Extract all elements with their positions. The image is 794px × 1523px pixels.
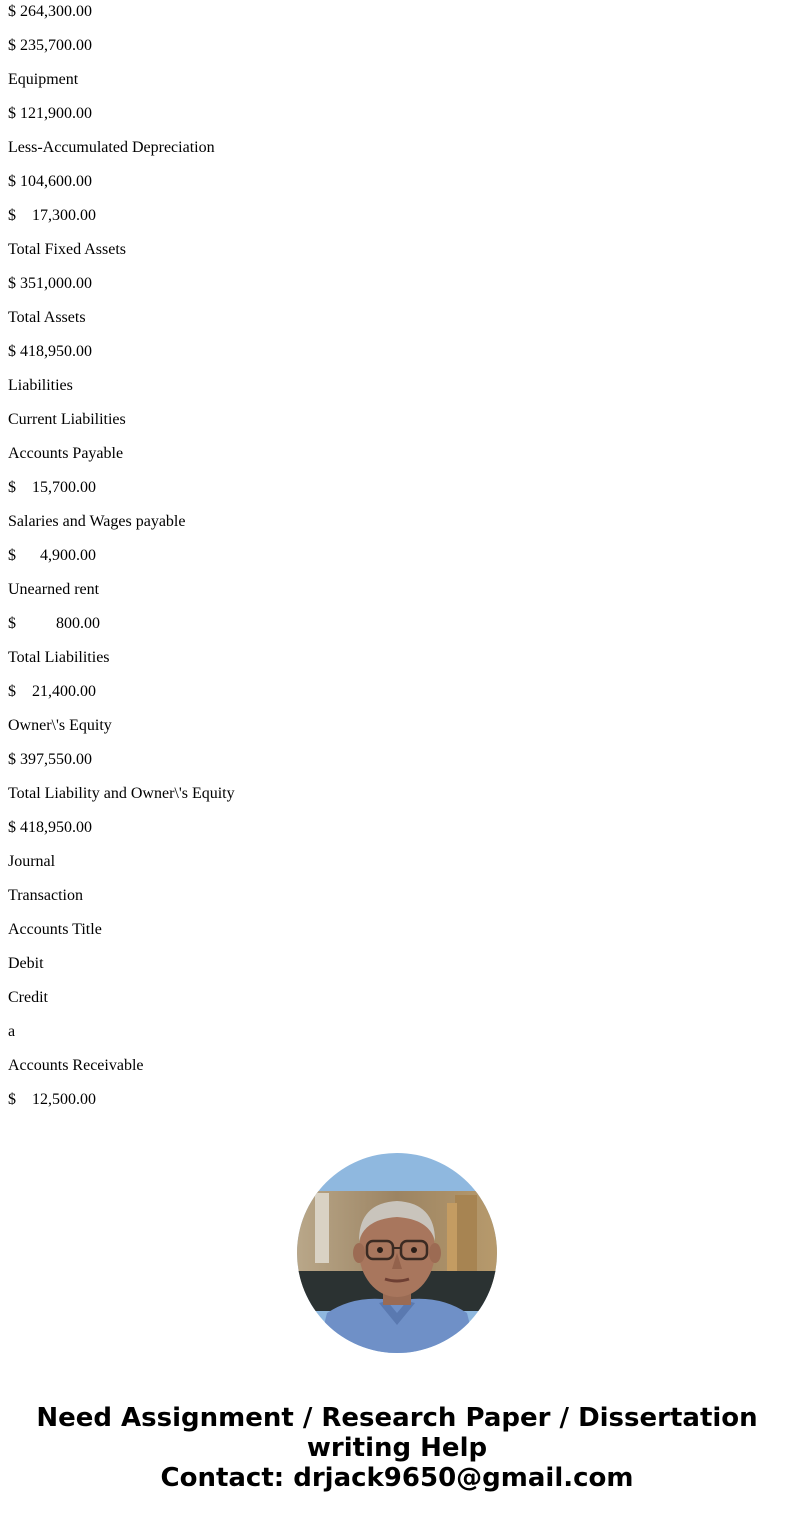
text-line: Total Assets	[8, 309, 86, 326]
text-line: Accounts Payable	[8, 445, 124, 462]
text-line: $ 418,950.00	[8, 819, 92, 836]
text-line: Unearned rent	[8, 581, 100, 598]
text-line: Transaction	[8, 887, 83, 904]
text-line: a	[8, 1023, 16, 1040]
footer-subheadline: writing Help	[306, 1433, 488, 1463]
text-line: $ 15,700.00	[8, 479, 96, 496]
text-line: Debit	[8, 955, 44, 972]
footer-contact: Contact: drjack9650@gmail.com	[160, 1463, 634, 1493]
text-line: $ 17,300.00	[8, 207, 96, 224]
text-line: Owner\'s Equity	[8, 717, 112, 734]
text-line: Accounts Receivable	[8, 1057, 144, 1074]
text-line: Total Liability and Owner\'s Equity	[8, 785, 235, 802]
text-line: $ 104,600.00	[8, 173, 92, 190]
text-line: Total Fixed Assets	[8, 241, 126, 258]
text-line: Total Liabilities	[8, 649, 110, 666]
avatar	[297, 1153, 497, 1353]
text-line: Accounts Title	[8, 921, 102, 938]
text-line: Equipment	[8, 71, 79, 88]
text-line: $ 121,900.00	[8, 105, 92, 122]
text-line: Liabilities	[8, 377, 73, 394]
text-line: $ 418,950.00	[8, 343, 92, 360]
text-line: $ 264,300.00	[8, 3, 92, 20]
text-line: $ 800.00	[8, 615, 100, 632]
text-line: Journal	[8, 853, 56, 870]
document-body	[8, 0, 788, 1122]
footer-headline: Need Assignment / Research Paper / Dissertation	[36, 1403, 758, 1433]
contact-banner	[0, 1403, 794, 1493]
text-line: $ 12,500.00	[8, 1091, 96, 1108]
text-line: $ 21,400.00	[8, 683, 96, 700]
text-line: Current Liabilities	[8, 411, 126, 428]
text-line: $ 351,000.00	[8, 275, 92, 292]
text-line: $ 235,700.00	[8, 37, 92, 54]
author-photo	[297, 1153, 497, 1353]
text-line: $ 397,550.00	[8, 751, 92, 768]
text-line: Credit	[8, 989, 48, 1006]
text-line: $ 4,900.00	[8, 547, 96, 564]
text-line: Salaries and Wages payable	[8, 513, 186, 530]
text-line: Less-Accumulated Depreciation	[8, 139, 215, 156]
